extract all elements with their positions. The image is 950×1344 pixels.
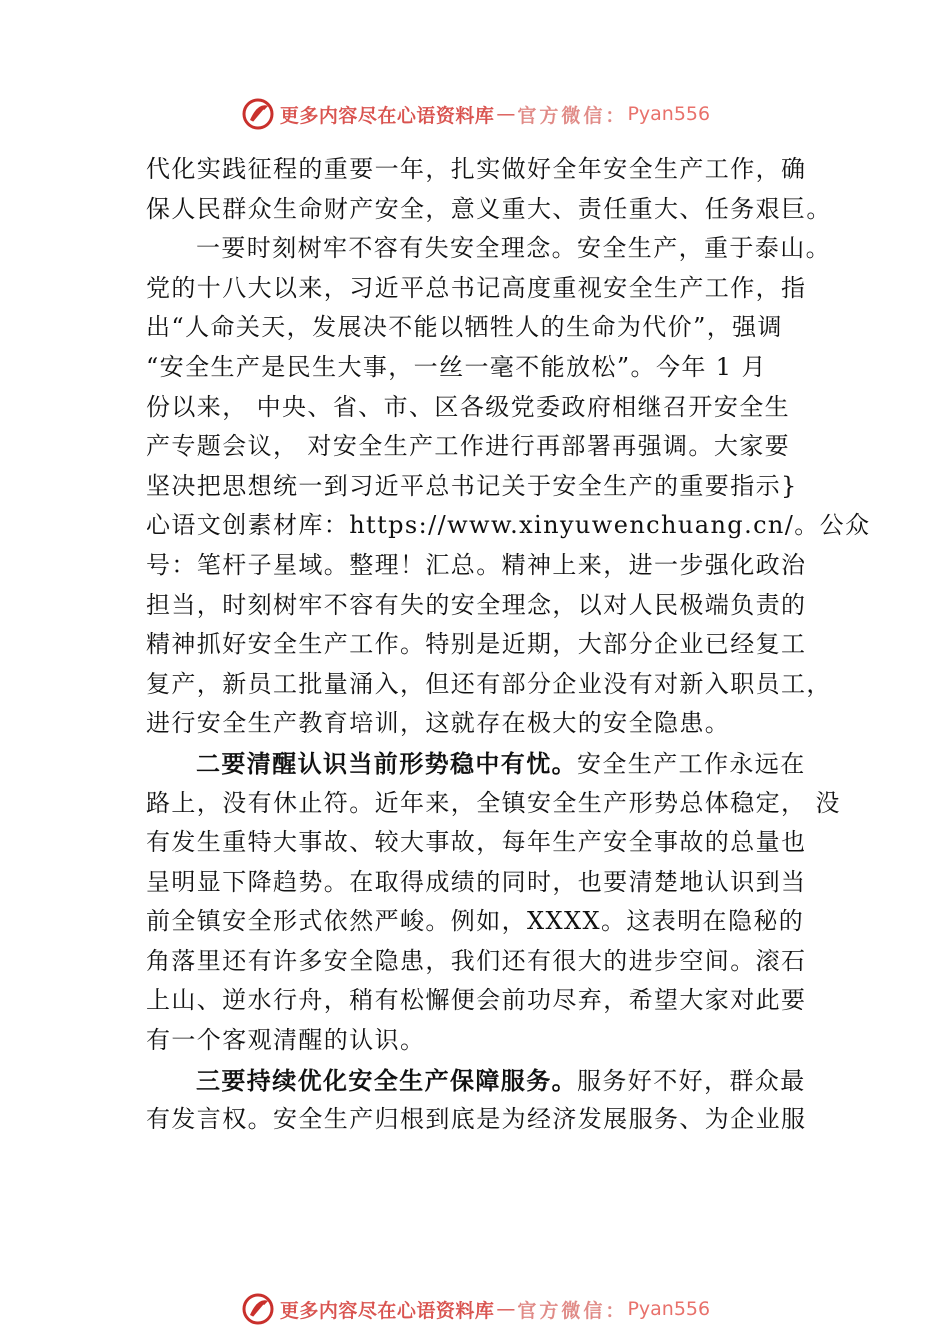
document-body [146,150,871,1140]
section-heading-line [146,744,816,784]
banner-wechat-id: Pyan556 [627,1298,711,1320]
text-line: 坚决把思想统一到习近平总书记关于安全生产的重要指示} [146,471,798,500]
text-line: 精神抓好安全生产工作。特别是近期，大部分企业已经复工 [146,630,807,659]
banner-separator: — [496,1298,516,1320]
text-line: 党的十八大以来，习近平总书记高度重视安全生产工作，指 [146,273,807,302]
text-line: 上山、逆水行舟，稍有松懈便会前功尽弃，希望大家对此要 [146,986,807,1015]
text-line: 号：笔杆子星域。整理！汇总。精神上来，进一步强化政治 [146,550,807,579]
banner-wechat-id: Pyan556 [627,103,711,125]
text-line: 复产，新员工批量涌入，但还有部分企业没有对新入职员工， [146,669,832,698]
header-banner [0,94,950,134]
text-line: 份以来， 中央、省、市、区各级党委政府相继召开安全生 [146,392,791,421]
banner-label: 官方微信： [517,1299,628,1322]
text-run: 服务好不好，群众最 [577,1066,806,1095]
banner-separator: — [496,103,516,125]
text-line: 路上，没有休止符。近年来，全镇安全生产形势总体稳定， 没 [146,788,841,817]
text-line: 有发言权。安全生产归根到底是为经济发展服务、为企业服 [146,1105,807,1134]
text-line: 心语文创素材库：https://www.xinyuwenchuang.cn/。公众 [146,511,871,540]
banner-label: 官方微信： [517,104,628,127]
text-line: 呈明显下降趋势。在取得成绩的同时，也要清楚地认识到当 [146,867,807,896]
text-line: 产专题会议， 对安全生产工作进行再部署再强调。大家要 [146,432,791,461]
text-line: 有一个客观清醒的认识。 [146,1026,426,1055]
text-run: 安全生产工作永远在 [577,749,806,778]
text-line: 进行安全生产教育培训，这就存在极大的安全隐患。 [146,709,731,738]
section-heading-2: 二要清醒认识当前形势稳中有忧。 [196,748,577,778]
text-line: 一要时刻树牢不容有失安全理念。安全生产，重于泰山。 [196,234,831,263]
text-line: 角落里还有许多安全隐患，我们还有很大的进步空间。滚石 [146,946,807,975]
text-line: 前全镇安全形式依然严峻。例如，XXXX。这表明在隐秘的 [146,907,805,936]
text-line: 担当，时刻树牢不容有失的安全理念，以对人民极端负责的 [146,590,807,619]
text-line: “安全生产是民生大事，一丝一毫不能放松”。今年 1 月 [146,352,767,381]
banner-main-text: 更多内容尽在心语资料库 [279,1299,495,1322]
footer-banner [0,1289,950,1329]
section-heading-line [146,1061,816,1101]
logo-icon [240,96,276,132]
banner-main-text: 更多内容尽在心语资料库 [279,104,495,127]
section-heading-3: 三要持续优化安全生产保障服务。 [196,1065,577,1095]
text-line: 代化实践征程的重要一年，扎实做好全年安全生产工作，确 [146,155,807,183]
text-line: 有发生重特大事故、较大事故，每年生产安全事故的总量也 [146,828,807,857]
logo-icon [240,1291,276,1327]
text-line: 保人民群众生命财产安全，意义重大、责任重大、任务艰巨。 [146,194,832,223]
text-line: 出“人命关天，发展决不能以牺牲人的生命为代价”，强调 [146,313,783,342]
